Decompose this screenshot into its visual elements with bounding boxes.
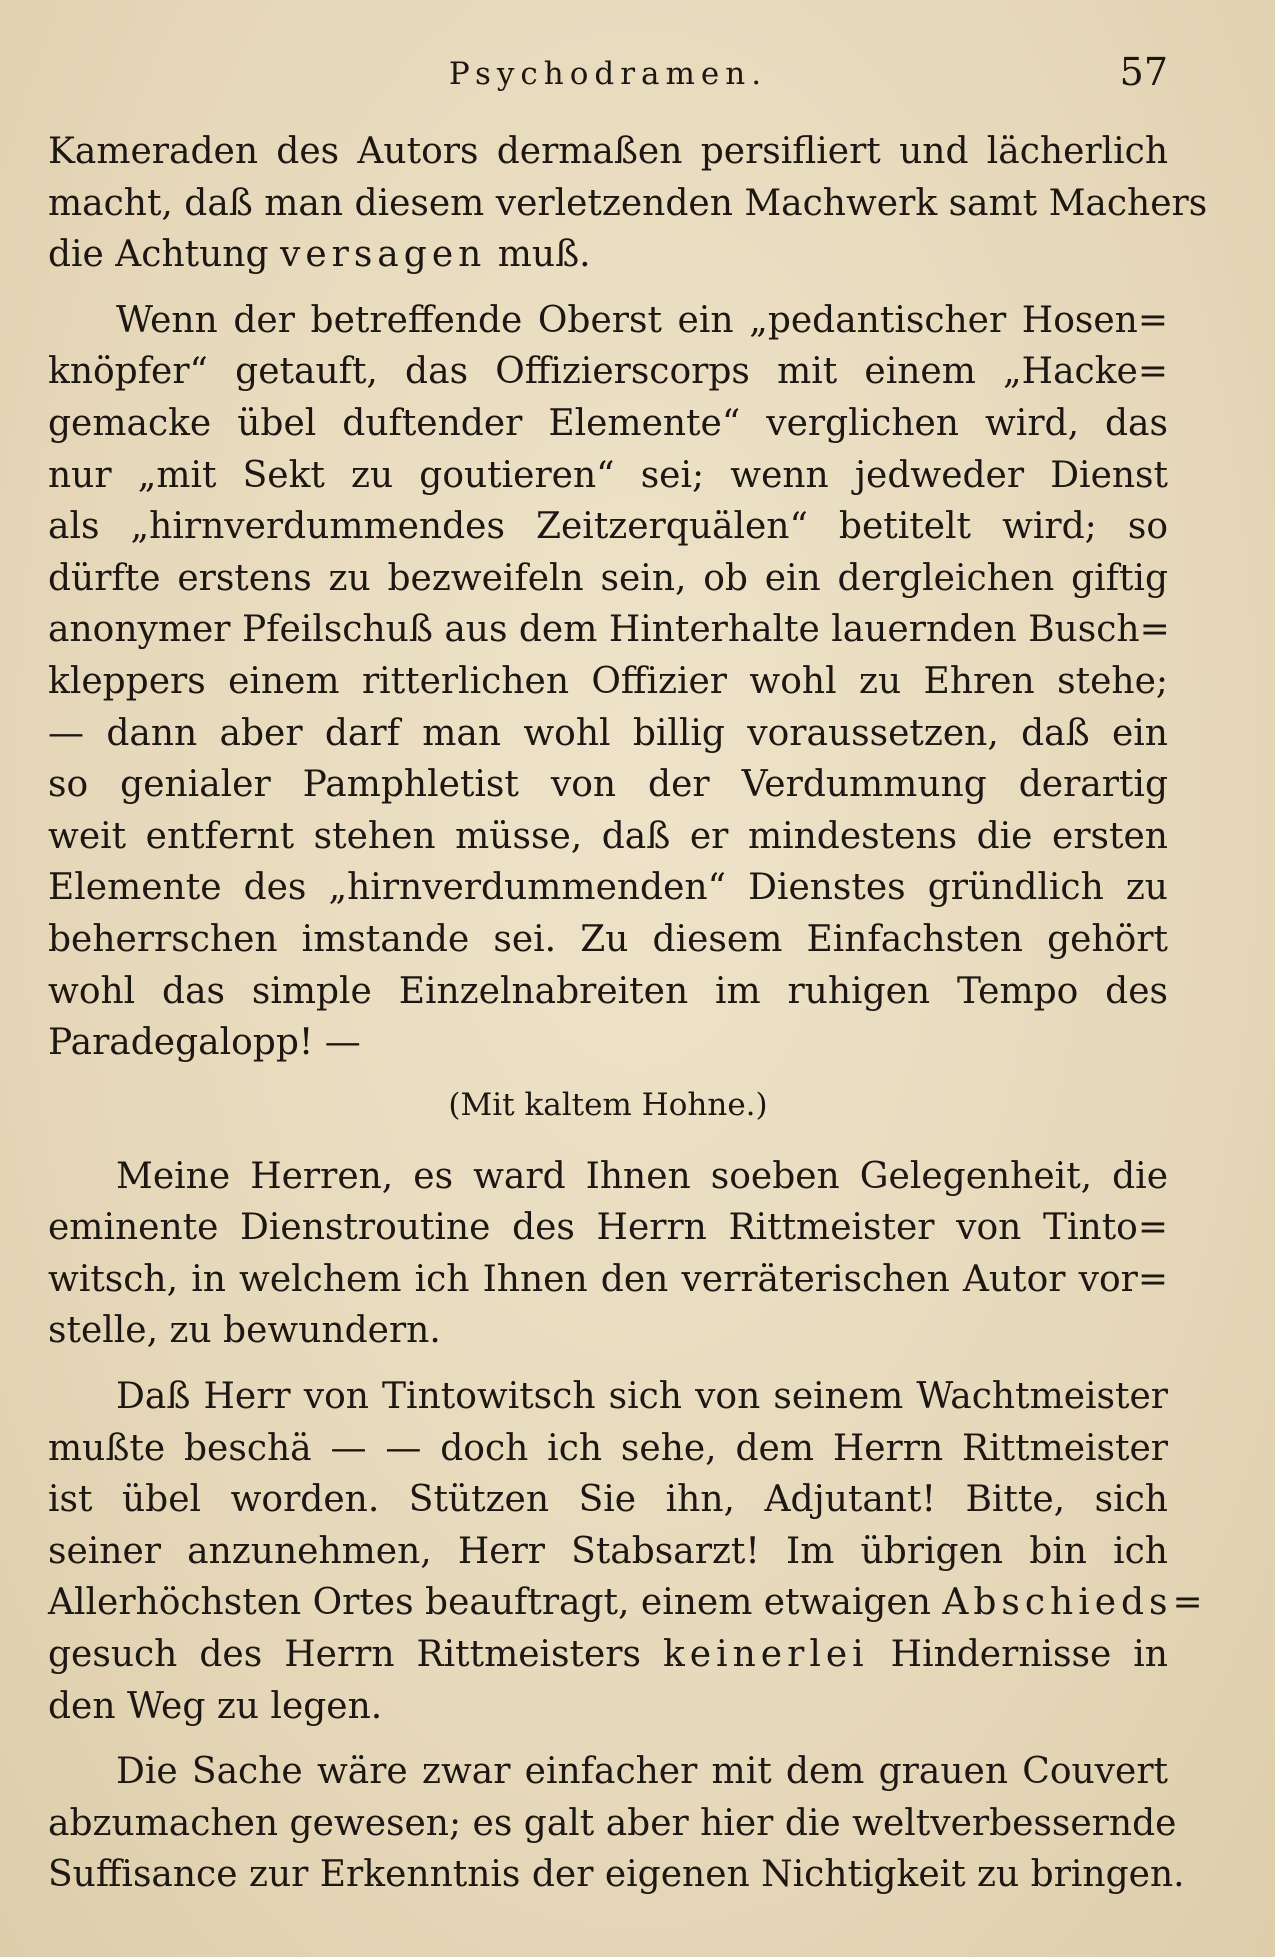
paragraph-3 <box>48 1151 1168 1357</box>
text-line: den Weg zu legen. <box>48 1685 383 1727</box>
text-line: Meine Herren, es ward Ihnen soeben Gelegenheit, die <box>116 1155 1168 1197</box>
paragraph-5 <box>48 1746 1185 1901</box>
text-line: Elemente des „hirnverdummenden“ Dienstes gründlich zu <box>48 867 1168 909</box>
text-segment: Allerhöchsten Ortes beauftragt, einem etwaigen <box>48 1582 943 1624</box>
text-line: Wenn der betreffende Oberst ein „pedantischer Hosen= <box>116 299 1168 341</box>
text-line: witsch, in welchem ich Ihnen den verräterischen Autor vor= <box>48 1258 1168 1300</box>
text-line: Kameraden des Autors dermaßen persifliert und lächerlich <box>48 131 1168 172</box>
text-line <box>48 229 1168 281</box>
text-segment: gesuch des Herrn Rittmeisters <box>48 1634 663 1676</box>
text-line: Daß Herr von Tintowitsch sich von seinem Wachtmeister <box>116 1376 1168 1418</box>
text-line: gemacke übel duftender Elemente“ verglichen wird, das <box>48 402 1168 444</box>
text-line: abzumachen gewesen; es galt aber hier die weltverbessernde <box>48 1802 1177 1844</box>
spaced-emphasis: versagen <box>279 234 487 276</box>
running-head <box>48 50 1168 100</box>
text-line <box>48 1629 1168 1681</box>
text-line: wohl das simple Einzelnabreiten im ruhigen Tempo des <box>48 970 1168 1012</box>
text-line: knöpfer“ getauft, das Offizierscorps mit einem „Hacke= <box>48 351 1168 393</box>
paragraph-2 <box>48 295 1168 1069</box>
text-line: — dann aber darf man wohl billig voraussetzen, daß ein <box>48 712 1168 754</box>
text-line: macht, daß man diesem verletzenden Machwerk samt Machers <box>48 182 1208 224</box>
text-line: anonymer Pfeilschuß aus dem Hinterhalte lauernden Busch= <box>48 609 1170 651</box>
text-line: seiner anzunehmen, Herr Stabsarzt! Im übrigen bin ich <box>48 1530 1168 1572</box>
text-line: dürfte erstens zu bezweifeln sein, ob ein dergleichen giftig <box>48 557 1168 599</box>
running-title: Psychodramen. <box>448 56 768 92</box>
text-segment: muß. <box>486 234 591 276</box>
text-line: Suffisance zur Erkenntnis der eigenen Nichtigkeit zu bringen. <box>48 1854 1185 1896</box>
paragraph-4 <box>48 1371 1208 1732</box>
text-line: beherrschen imstande sei. Zu diesem Einfachsten gehört <box>48 918 1168 960</box>
text-segment: die Achtung <box>48 234 280 276</box>
spaced-emphasis: Abschieds= <box>942 1582 1208 1624</box>
text-line: nur „mit Sekt zu goutieren“ sei; wenn jedweder Dienst <box>48 454 1168 496</box>
stage-direction: (Mit kaltem Hohne.) <box>448 1086 768 1123</box>
text-line: kleppers einem ritterlichen Offizier wohl zu Ehren stehe; <box>48 660 1168 702</box>
spaced-emphasis: keinerlei <box>662 1634 869 1676</box>
text-line: stelle, zu bewundern. <box>48 1310 441 1352</box>
page-number: 57 <box>1119 50 1168 94</box>
text-line: ist übel worden. Stützen Sie ihn, Adjutant! Bitte, sich <box>48 1479 1168 1521</box>
text-line: eminente Dienstroutine des Herrn Rittmeister von Tinto= <box>48 1207 1168 1249</box>
paragraph-1 <box>48 126 1208 281</box>
text-segment: Hindernisse in <box>868 1634 1168 1676</box>
text-line: weit entfernt stehen müsse, daß er mindestens die ersten <box>48 815 1168 857</box>
text-line: Paradegalopp! — <box>48 1022 361 1064</box>
text-line: so genialer Pamphletist von der Verdummung derartig <box>48 764 1168 806</box>
text-line: Die Sache wäre zwar einfacher mit dem grauen Couvert <box>116 1751 1168 1793</box>
text-line: mußte beschä — — doch ich sehe, dem Herrn Rittmeister <box>48 1427 1168 1469</box>
text-line: als „hirnverdummendes Zeitzerquälen“ betitelt wird; so <box>48 506 1168 548</box>
text-line <box>48 1577 1208 1629</box>
body-text <box>48 126 1208 1901</box>
